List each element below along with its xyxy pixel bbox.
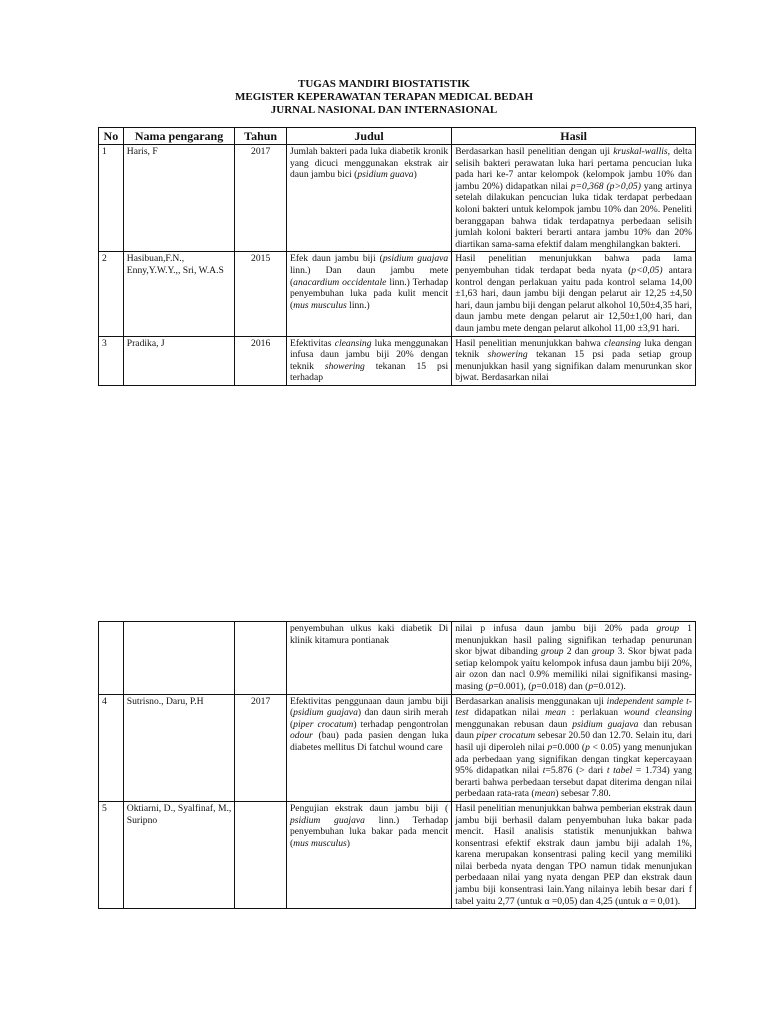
cell-title: [286, 252, 451, 336]
result-italic: p: [531, 680, 537, 692]
title-italic: odour: [289, 730, 313, 742]
result-text: : perlakuan: [565, 707, 624, 719]
cell-title: [286, 145, 451, 252]
title-text: ) terhadap pengontrolan: [353, 718, 449, 730]
result-text: < 0.05) yang menunjukan ada perbedaan yang signifikan dengan tingkat kepercayaan 95% didapatkan nilai: [455, 741, 693, 777]
cell-result: [452, 336, 696, 385]
cell-result: [452, 694, 696, 801]
result-italic: p: [585, 741, 590, 753]
result-text: luka dengan teknik: [455, 337, 692, 361]
cell-author: Oktiarni, D., Syalfinaf, M., Suripno: [123, 801, 235, 908]
title-italic: cleansing: [334, 337, 372, 349]
title-text: linn.) Terhadap penyembuhan luka bakar pada mencit (: [289, 814, 449, 849]
cell-title: [286, 336, 451, 385]
title-italic: showering: [324, 360, 365, 372]
col-header-author: Nama pengarang: [123, 128, 235, 145]
cell-year: 2017: [235, 694, 287, 801]
cell-no: 5: [99, 801, 124, 908]
cell-author: Pradika, J: [123, 336, 235, 385]
cell-result: [452, 145, 696, 252]
cell-year: 2016: [235, 336, 287, 385]
table-row: [99, 801, 696, 908]
result-text: antara kontrol dengan perlakuan yaitu pada kontrol selama 14,00 ±1,63 hari, daun jambu biji dengan pelarut air 12,25 ±4,50 hari, daun jambu biji dengan pelarut alkohol 10,50±4,35 hari, daun jambu mete dengan pelarut air 12,50±1,00 hari, dan daun jambu mete dengan pelarut alkohol 11,00 ±3,91 hari.: [455, 264, 692, 334]
cell-result: [452, 622, 696, 695]
cell-year: [235, 622, 287, 695]
cell-no: 2: [99, 252, 124, 336]
title-italic: psidium guajava: [289, 814, 365, 826]
result-text: =5.876 (> dari: [545, 765, 607, 777]
title-italic: mus musculus: [293, 299, 347, 311]
title-text: Efektivitas: [289, 337, 335, 349]
title-text: Efek daun jambu biji (: [289, 253, 383, 265]
result-text: nilai p infusa daun jambu biji 20% pada: [455, 623, 657, 634]
result-text: 2 dan: [563, 646, 592, 658]
title-italic: piper crocatum: [293, 718, 354, 730]
result-italic: p<0,05): [631, 264, 663, 276]
title-text: Jumlah bakteri pada luka diabetik kronik yang dicuci menggunakan ekstrak air daun jambu bici (: [289, 146, 449, 181]
title-text: (bau) pada pasien dengan luka diabetes mellitus Di fatchul wound care: [289, 730, 449, 753]
result-italic: group: [541, 646, 564, 658]
result-italic: t: [542, 765, 546, 777]
result-text: yang artinya setelah dilakukan pencucian luka tidak terdapat perbedaan koloni bakteri untuk kelompok jambu 10% dan 20%. Peneliti beranggapan bahwa tidak terdapatnya perbedaan selisih jumlah koloni bakteri berarti antara jambu 10% dan 20% diartikan sama-sama efektif dalam menghilangkan bakteri.: [455, 180, 692, 250]
cell-title: [286, 801, 451, 908]
title-text: ) dan daun sirih merah (: [289, 707, 449, 730]
result-text: =0.001), (: [493, 680, 532, 692]
title-italic: psidium guajava: [382, 253, 449, 265]
table-header-row: [99, 128, 696, 145]
title-text: ): [413, 169, 417, 181]
result-text: tekanan 15 psi pada setiap group menunjukkan hasil yang signifikan dalam menurunkan skor bjwat. Berdasarkan nilai: [455, 349, 692, 384]
title-text: ): [346, 837, 350, 849]
result-text: = 1.734) yang berarti bahwa perbedaan tersebut dapat diterima dengan nilai perbedaan rata-rata (: [455, 765, 692, 800]
journal-table-continued: [98, 621, 696, 909]
header-line-1: TUGAS MANDIRI BIOSTATISTIK: [298, 78, 470, 90]
cell-no: [99, 622, 124, 695]
result-text: Berdasarkan analisis menggunakan uji: [455, 695, 607, 707]
title-text: linn.): [346, 299, 370, 311]
cell-author: [123, 622, 235, 695]
result-italic: group: [591, 646, 615, 658]
table-row: [99, 252, 696, 336]
result-text: Hasil penelitian menunjukkan bahwa: [455, 337, 605, 349]
result-italic: t tabel: [606, 765, 633, 777]
result-italic: mean: [545, 707, 566, 719]
result-italic: independent sample t-test: [455, 695, 692, 719]
cell-author: Haris, F: [123, 145, 235, 252]
col-header-year: Tahun: [235, 128, 287, 145]
title-italic: anacardium occidentale: [293, 276, 387, 288]
result-text: menggunakan rebusan daun: [455, 718, 573, 730]
result-italic: piper crocatum: [476, 730, 536, 742]
table-row: [99, 336, 696, 385]
result-italic: p: [547, 741, 553, 753]
result-text: Hasil penelitian menunjukkan bahwa pada lama penyembuhan tidak terdapat beda nyata (: [455, 253, 692, 276]
title-text: linn.) Terhadap penyembuhan luka pada kulit mencit (: [289, 276, 449, 311]
result-text: dan rebusan daun: [455, 718, 692, 742]
cell-no: 3: [99, 336, 124, 385]
cell-no: 1: [99, 145, 124, 252]
result-italic: group: [656, 623, 680, 634]
table-row: [99, 622, 696, 695]
col-header-result: Hasil: [452, 128, 696, 145]
result-italic: mean: [534, 788, 556, 800]
result-text: Berdasarkan hasil penelitian dengan uji: [455, 146, 614, 157]
header-line-2: MEGISTER KEPERAWATAN TERAPAN MEDICAL BEDAH: [234, 91, 534, 103]
cell-author: Hasibuan,F.N., Enny,Y.W.Y.,, Sri, W.A.S: [123, 252, 235, 336]
table-row: [99, 145, 696, 252]
cell-author: Sutrisno., Daru, P.H: [123, 694, 235, 801]
cell-year: [235, 801, 287, 908]
result-italic: p: [488, 680, 494, 692]
result-italic: kruskal-wallis: [613, 146, 668, 157]
result-text: ) sebesar 7.80.: [555, 788, 611, 800]
col-header-title: Judul: [286, 128, 451, 145]
result-italic: wound cleansing: [623, 707, 692, 719]
title-italic: psidium guajava: [293, 707, 358, 719]
result-text: sebesar 20.50 dan 12.70. Selain itu, dari hasil uji diperoleh nilai: [455, 730, 692, 753]
table-row: [99, 694, 696, 801]
title-text: tekanan 15 psi terhadap: [289, 360, 449, 384]
result-text: =0.018) dan (: [536, 680, 589, 692]
cell-year: 2017: [235, 145, 287, 252]
cell-year: 2015: [235, 252, 287, 336]
document-header: [0, 78, 768, 117]
col-header-no: No: [99, 128, 124, 145]
result-text: 3. Skor bjwat pada setiap kelompok yaitu kelompok infusa daun jambu biji 20%, air ozon dan nacl 0.9% memiliki nilai signifikansi masing-masing (: [455, 646, 692, 692]
title-italic: mus musculus: [293, 837, 347, 849]
header-line-3: JURNAL NASIONAL DAN INTERNASIONAL: [270, 104, 498, 116]
result-text: didapatkan nilai: [468, 707, 546, 719]
title-italic: psidium guava: [357, 169, 414, 181]
title-text: Pengujian ekstrak daun jambu biji (: [289, 802, 449, 814]
cell-result: [452, 252, 696, 336]
result-italic: showering: [487, 349, 528, 361]
result-italic: psidium guajava: [572, 718, 639, 730]
result-italic: p: [588, 680, 594, 692]
cell-title: [286, 694, 451, 801]
result-italic: cleansing: [604, 337, 641, 349]
result-text: =0.012).: [593, 680, 626, 692]
result-italic: p=0,368 (p>0,05): [570, 180, 641, 192]
title-text: luka menggunakan infusa daun jambu biji 20% dengan teknik: [289, 337, 449, 372]
cell-result: Hasil penelitian menunjukkan bahwa pemberian ekstrak daun jambu biji berhasil dalam penyembuhan luka bakar pada mencit. Hasil analisis statistik menunjukkan bahwa konsentrasi efektif ekstrak daun jambu biji adalah 1%, karena merupakan konsentrasi paling kecil yang memiliki nilai berbeda nyata dengan TPO namun tidak menunjukan perbedaaan nilai yang nyata dengan PEP dan ekstrak daun jambu biji konsentrasi lain.Yang nilainya lebih besar dari f tabel yaitu 2,77 (untuk α =0,05) dan 4,25 (untuk α = 0,01).: [452, 801, 696, 908]
result-text: 1 menunjukkan hasil paling signifikan terhadap penurunan skor bjwat dibanding: [455, 623, 692, 658]
result-text: , delta selisih bakteri perawatan luka hari pertama pencucian luka pada hari ke-7 antar kelompok (kelompok jambu 10% dan jambu 20%) didapatkan nilai: [455, 146, 692, 192]
title-text: linn.) Dan daun jambu mete (: [289, 264, 449, 288]
title-text: Efektivitas penggunaan daun jambu biji (: [289, 695, 449, 719]
cell-title: penyembuhan ulkus kaki diabetik Di klinik kitamura pontianak: [286, 622, 451, 695]
cell-no: 4: [99, 694, 124, 801]
journal-table: [98, 127, 696, 386]
result-text: =0.000 (: [552, 741, 586, 753]
